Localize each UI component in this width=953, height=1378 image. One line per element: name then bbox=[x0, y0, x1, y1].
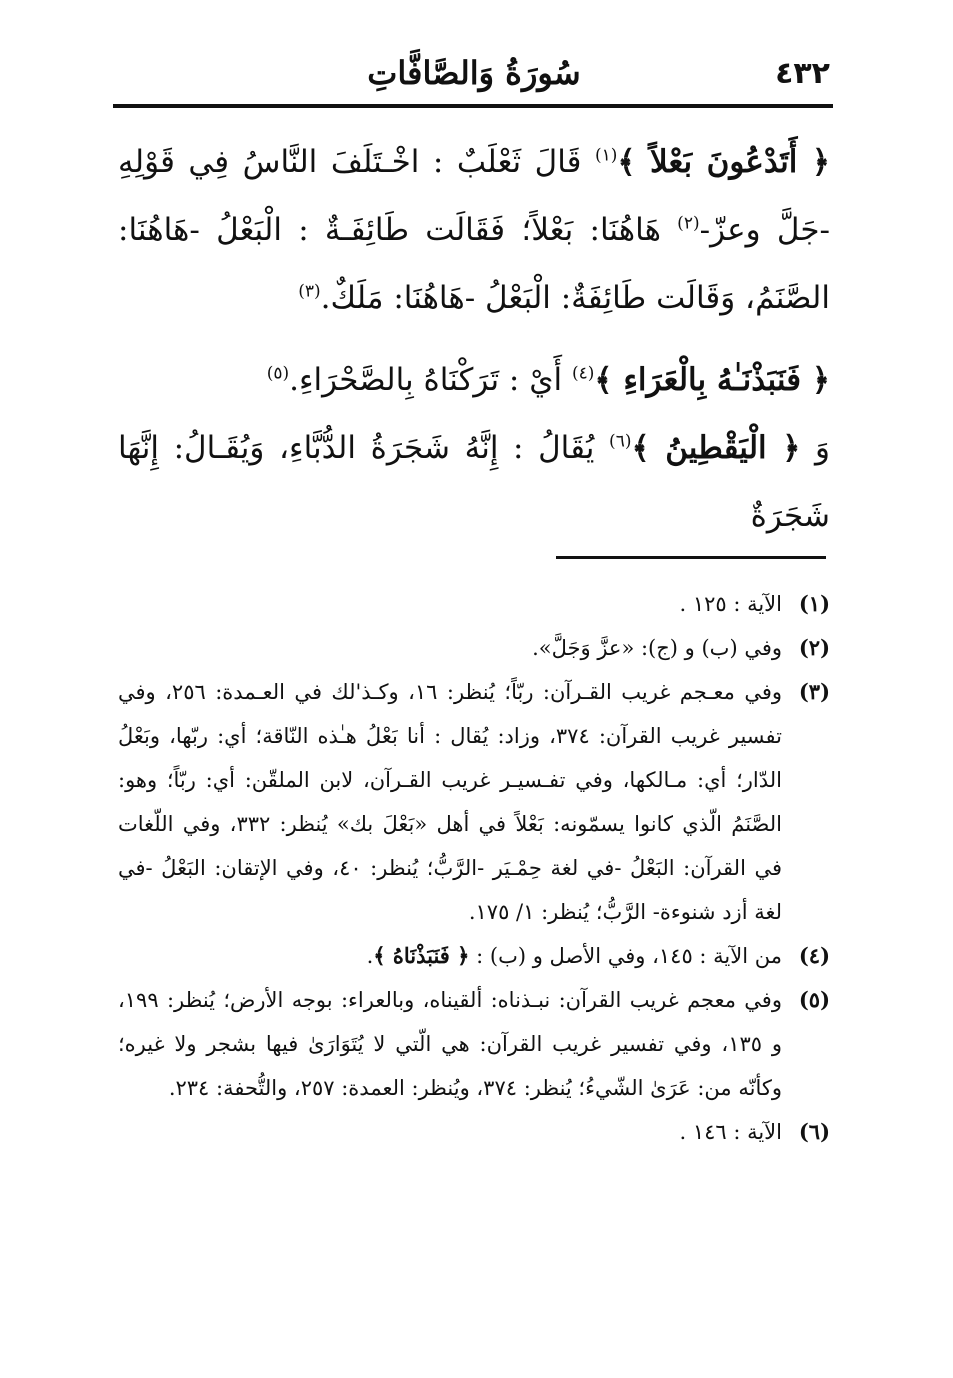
footnote-text-part: من الآية : ١٤٥، وفي الأصل و (ب) : bbox=[469, 944, 782, 968]
quran-quote: ﴿ أَتَدْعُونَ بَعْلاً ﴾ bbox=[617, 144, 830, 180]
footnote-item bbox=[118, 978, 830, 1110]
quran-quote: ﴿ فَنَبَذْنَـٰهُ بِالْعَرَاءِ ﴾ bbox=[594, 362, 830, 398]
paragraph-text: أَيْ : تَرَكْنَاهُ بِالصَّحْرَاءِ. bbox=[289, 362, 572, 398]
paragraph-text: هَاهُنَا: بَعْلاً؛ فَقَالَت طَائِفَـةٌ : الْبَعْلُ -هَاهُنَا: الصَّنَمُ، وَقَالَت طَائِفَةٌ: الْبَعْلُ -هَاهُنَا: مَلَكٌ. bbox=[118, 212, 830, 316]
paragraph-text: قَالَ ثَعْلَبٌ : اخْـتَلَفَ النَّاسُ فِي قَوْلِهِ -جَلَّ وعزّ- bbox=[118, 144, 831, 248]
footnote-ref: (٢) bbox=[677, 213, 700, 234]
footnote-item bbox=[118, 582, 830, 626]
paragraph-baal bbox=[118, 128, 830, 332]
footnote-text: الآية : ١٢٥ . bbox=[679, 592, 782, 616]
footnote-item bbox=[118, 626, 830, 670]
footnote-text: وفي (ب) و (ج): «عزَّ وَجَلَّ». bbox=[532, 636, 782, 660]
footnote-number: (٢) bbox=[798, 635, 830, 660]
footnote-number: (١) bbox=[798, 591, 830, 616]
footnote-text: وفي معجم غريب القرآن: نبـذناه: ألقيناه، وبالعراء: بوجه الأرض؛ يُنظر: ١٩٩، و ١٣٥، وفي تفسير غريب القرآن: هي الّتي لا يُتَوَارَىٰ فيها بشجر ولا غيره؛وكأنّه من: عَرَىٰ الشّيءُ؛ يُنظر: ٣٧٤، ويُنظر: العمدة: ٢٥٧، والتُّحفة: ٢٣٤. bbox=[118, 988, 782, 1100]
paragraph-text: يُقَالُ : إِنَّهُ شَجَرَةُ الدُّبَّاءِ، وَيُقَـالُ: إِنَّهَا شَجَرَةٌ bbox=[118, 430, 830, 534]
main-text-body bbox=[118, 128, 830, 550]
page-number: ٤٣٢ bbox=[775, 56, 830, 91]
paragraph-araa bbox=[118, 346, 830, 414]
header-divider bbox=[113, 104, 833, 108]
quran-quote: ﴿ الْيَقْطِينُ ﴾ bbox=[631, 430, 801, 466]
footnote-text bbox=[118, 934, 782, 978]
footnote-ref: (٣) bbox=[298, 281, 321, 302]
footnote-item bbox=[118, 934, 830, 978]
footnote-ref: (١) bbox=[595, 145, 618, 166]
footnote-ref: (٥) bbox=[266, 363, 290, 384]
footnote-item bbox=[118, 1110, 830, 1154]
footnotes-section bbox=[118, 582, 830, 1154]
footnote-text: وفي معـجم غريب القـرآن: ربّاً؛ يُنظر: ١٦، وكـذ'لك في العـمدة: ٢٥٦، وفي تفسير غريب القرآن: ٣٧٤، وزاد: يُقال : أنا بَعْلُ هـٰذه النّاقة؛ أي: ربّها، وبَعْلُ الدّار؛ أي: مـالكها، وفي تفـسيـر غريب القـرآن، لابن الملقّن: أي: ربّاً؛ وهو: الصَّنَمُ الّذي كانوا يسمّونه: بَعْلاً في أهل «بَعْلَ بك» يُنظر: ٣٣٢، وفي اللّغات في القرآن: البَعْلُ -في لغة حِمْـيَر -الرَّبُّ؛ يُنظر: ٤٠، وفي الإتقان: البَعْلُ -في لغة أزد شنوءة- الرَّبُّ؛ يُنظر: ١/ ١٧٥. bbox=[118, 680, 782, 924]
footnote-text-part: . bbox=[366, 944, 374, 968]
footnote-ref: (٦) bbox=[609, 431, 632, 452]
footnote-number: (٥) bbox=[798, 987, 830, 1012]
paragraph-yaqteen bbox=[118, 414, 830, 550]
footnote-number: (٣) bbox=[798, 679, 830, 704]
paragraph-text: وَ bbox=[800, 430, 831, 466]
surah-running-title: سُورَةُ وَالصَّافَّاتِ bbox=[367, 54, 581, 92]
quran-quote: ﴿ فَنَبَذْنَاهُ ﴾ bbox=[373, 943, 470, 968]
page-header bbox=[118, 52, 830, 102]
footnote-number: (٦) bbox=[798, 1119, 830, 1144]
footnote-item bbox=[118, 670, 830, 934]
footnote-text: الآية : ١٤٦ . bbox=[679, 1120, 782, 1144]
footnote-ref: (٤) bbox=[571, 363, 595, 384]
footnote-number: (٤) bbox=[798, 943, 830, 968]
footnote-separator bbox=[556, 556, 826, 559]
